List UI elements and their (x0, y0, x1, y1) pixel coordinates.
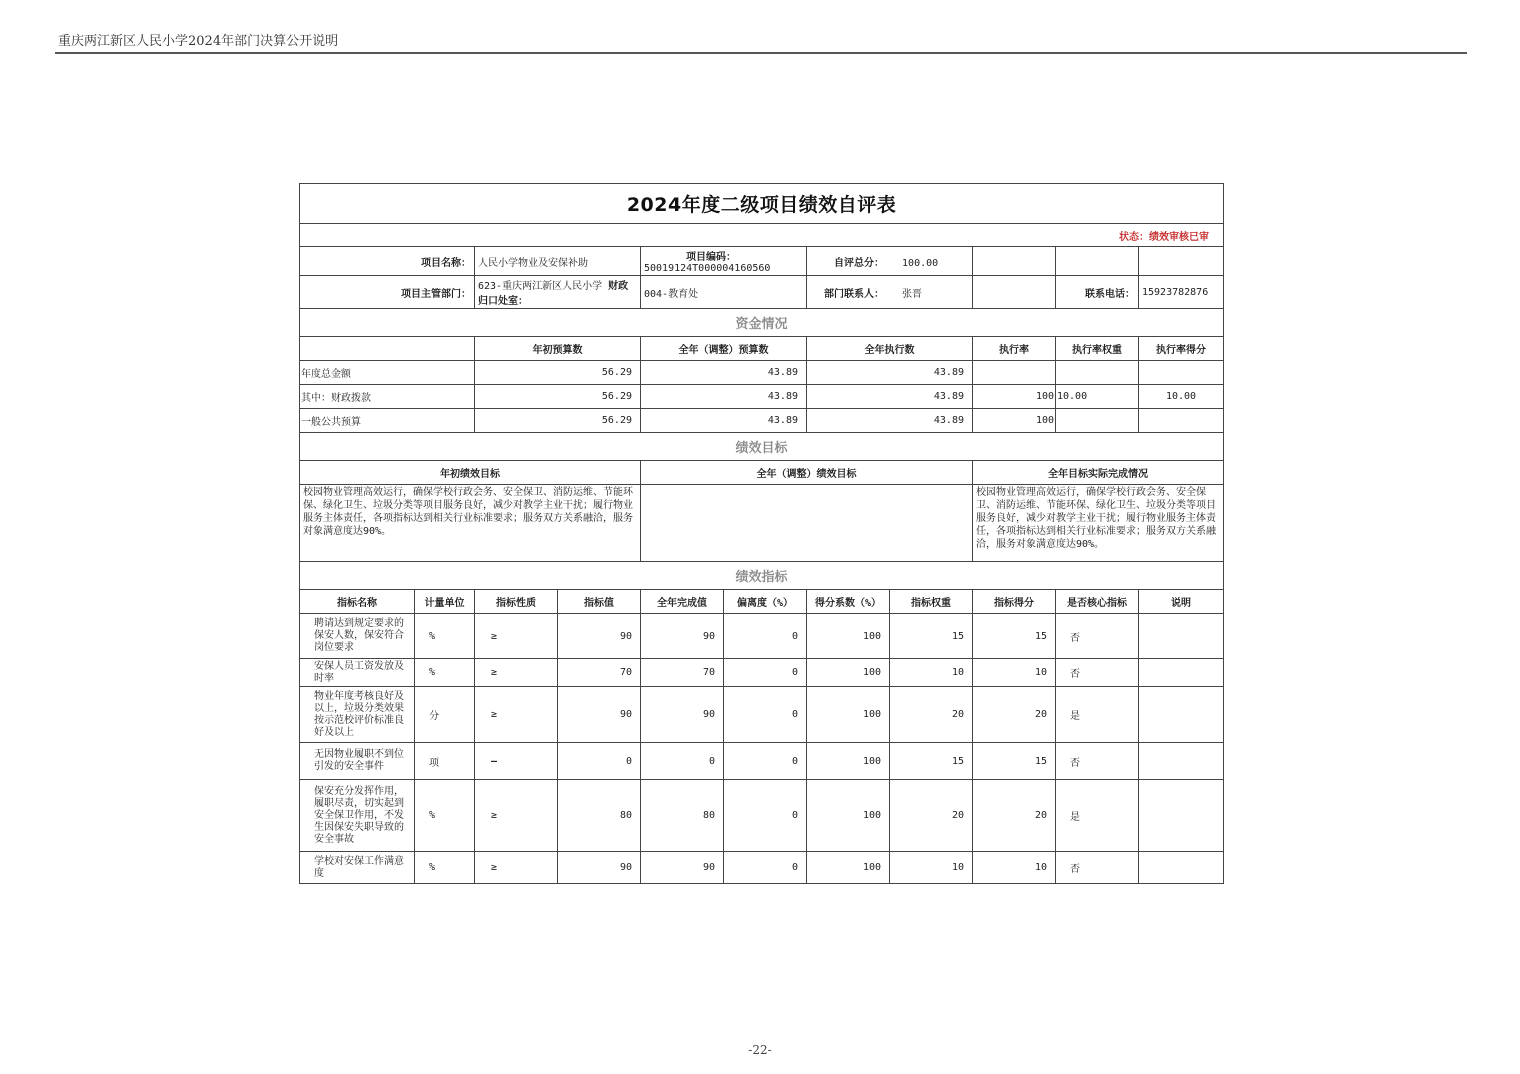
status-text: 状态：绩效审核已审 (300, 224, 1224, 247)
funds-row-label: 其中：财政拨款 (300, 385, 475, 409)
indicator-actual: 70 (641, 659, 724, 687)
funds-executed: 43.89 (807, 385, 973, 409)
indicator-note (1139, 780, 1224, 852)
project-code-label: 项目编码： (686, 252, 736, 263)
page-number: -22- (748, 1043, 772, 1057)
total-score-label: 自评总分： (834, 257, 884, 269)
indicator-core: 是 (1056, 687, 1139, 743)
funds-header-score: 执行率得分 (1139, 337, 1224, 361)
total-score-value (807, 247, 973, 276)
indicator-deviation: 0 (724, 659, 807, 687)
indicator-header: 计量单位 (415, 590, 475, 614)
indicator-note (1139, 743, 1224, 780)
info-empty-cell (1056, 247, 1139, 276)
indicator-core: 否 (1056, 852, 1139, 884)
indicator-nature: — (475, 743, 558, 780)
funds-initial: 56.29 (475, 409, 641, 433)
indicator-header: 指标权重 (890, 590, 973, 614)
indicator-core: 否 (1056, 659, 1139, 687)
dept-name: 623-重庆两江新区人民小学 (478, 281, 603, 292)
contact-label: 部门联系人： (824, 288, 884, 300)
funds-rate: 100 (973, 385, 1056, 409)
funds-executed: 43.89 (807, 409, 973, 433)
indicator-weight: 20 (890, 687, 973, 743)
indicator-nature: ≥ (475, 780, 558, 852)
indicator-weight: 10 (890, 852, 973, 884)
indicator-header: 全年完成值 (641, 590, 724, 614)
contact-name: 张晋 (902, 288, 923, 300)
indicator-core: 是 (1056, 780, 1139, 852)
table-row (300, 852, 1224, 884)
funds-adjusted: 43.89 (641, 385, 807, 409)
indicator-deviation: 0 (724, 687, 807, 743)
indicator-name: 聘请达到规定要求的保安人数，保安符合岗位要求 (300, 614, 415, 659)
finance-label: 财政归口处室： (478, 281, 629, 307)
indicator-name: 学校对安保工作满意度 (300, 852, 415, 884)
indicator-core: 否 (1056, 743, 1139, 780)
project-name-label: 项目名称： (300, 247, 475, 276)
indicator-note (1139, 852, 1224, 884)
table-row (300, 659, 1224, 687)
funds-header-initial: 年初预算数 (475, 337, 641, 361)
indicator-unit: % (415, 852, 475, 884)
funds-weight (1056, 409, 1139, 433)
goals-header-initial: 年初绩效目标 (300, 461, 641, 485)
indicator-name: 安保人员工资发放及时率 (300, 659, 415, 687)
indicator-target: 80 (558, 780, 641, 852)
info-empty-cell (973, 247, 1056, 276)
indicator-score: 15 (973, 743, 1056, 780)
funds-row (300, 385, 1224, 409)
indicator-note (1139, 687, 1224, 743)
indicator-weight: 15 (890, 743, 973, 780)
total-score: 100.00 (902, 257, 939, 269)
funds-rate: 100 (973, 409, 1056, 433)
indicator-score: 20 (973, 687, 1056, 743)
indicator-coef: 100 (807, 743, 890, 780)
funds-weight: 10.00 (1056, 385, 1139, 409)
indicator-header: 得分系数（%） (807, 590, 890, 614)
indicator-target: 90 (558, 852, 641, 884)
funds-section-title: 资金情况 (300, 309, 1224, 337)
indicator-note (1139, 614, 1224, 659)
indicator-score: 15 (973, 614, 1056, 659)
indicator-target: 90 (558, 687, 641, 743)
funds-initial: 56.29 (475, 361, 641, 385)
funds-adjusted: 43.89 (641, 361, 807, 385)
funds-row-label: 年度总金额 (300, 361, 475, 385)
indicator-coef: 100 (807, 659, 890, 687)
project-name-value: 人民小学物业及安保补助 (475, 247, 641, 276)
goals-header-adjusted: 全年（调整）绩效目标 (641, 461, 973, 485)
goals-header-actual: 全年目标实际完成情况 (973, 461, 1224, 485)
indicator-header: 指标性质 (475, 590, 558, 614)
funds-score: 10.00 (1139, 385, 1224, 409)
indicator-header: 是否核心指标 (1056, 590, 1139, 614)
indicator-header: 指标名称 (300, 590, 415, 614)
page-header: 重庆两江新区人民小学2024年部门决算公开说明 (58, 34, 339, 49)
funds-row (300, 409, 1224, 433)
indicator-nature: ≥ (475, 659, 558, 687)
indicator-header: 指标得分 (973, 590, 1056, 614)
table-row (300, 743, 1224, 780)
indicator-actual: 90 (641, 687, 724, 743)
indicator-actual: 0 (641, 743, 724, 780)
indicator-header: 说明 (1139, 590, 1224, 614)
indicator-unit: % (415, 780, 475, 852)
indicator-nature: ≥ (475, 614, 558, 659)
finance-value: 004-教育处 (641, 276, 807, 309)
indicator-score: 10 (973, 659, 1056, 687)
info-empty-cell (1139, 247, 1224, 276)
indicator-name: 无因物业履职不到位引发的安全事件 (300, 743, 415, 780)
indicator-header: 偏离度（%） (724, 590, 807, 614)
table-row (300, 687, 1224, 743)
form-title: 2024年度二级项目绩效自评表 (300, 184, 1224, 224)
project-code-value (641, 247, 807, 276)
indicator-deviation: 0 (724, 743, 807, 780)
contact-cell (807, 276, 973, 309)
funds-adjusted: 43.89 (641, 409, 807, 433)
funds-header-rate: 执行率 (973, 337, 1056, 361)
indicator-core: 否 (1056, 614, 1139, 659)
indicator-deviation: 0 (724, 852, 807, 884)
indicator-deviation: 0 (724, 614, 807, 659)
indicator-weight: 15 (890, 614, 973, 659)
goals-actual-text: 校园物业管理高效运行，确保学校行政会务、安全保卫、消防运维、节能环保、绿化卫生、垃圾分类等项目服务良好，减少对教学主业干扰；履行物业服务主体责任，各项指标达到相关行业标准要求；服务双方关系融洽，服务对象满意度达90%。 (973, 485, 1224, 562)
indicator-deviation: 0 (724, 780, 807, 852)
indicator-actual: 80 (641, 780, 724, 852)
indicator-unit: % (415, 659, 475, 687)
indicator-coef: 100 (807, 780, 890, 852)
performance-self-evaluation-table (299, 183, 1224, 884)
indicator-score: 10 (973, 852, 1056, 884)
indicator-name: 保安充分发挥作用，履职尽责，切实起到安全保卫作用，不发生因保安失职导致的安全事故 (300, 780, 415, 852)
indicator-coef: 100 (807, 852, 890, 884)
indicator-target: 0 (558, 743, 641, 780)
funds-header-weight: 执行率权重 (1056, 337, 1139, 361)
indicator-weight: 20 (890, 780, 973, 852)
goals-section-title: 绩效目标 (300, 433, 1224, 461)
indicator-unit: 分 (415, 687, 475, 743)
indicator-target: 70 (558, 659, 641, 687)
indicator-unit: % (415, 614, 475, 659)
phone-label: 联系电话： (1056, 276, 1139, 309)
funds-score (1139, 409, 1224, 433)
funds-row (300, 361, 1224, 385)
indicators-section-title: 绩效指标 (300, 562, 1224, 590)
indicator-header: 指标值 (558, 590, 641, 614)
funds-weight (1056, 361, 1139, 385)
indicator-target: 90 (558, 614, 641, 659)
indicator-actual: 90 (641, 852, 724, 884)
funds-initial: 56.29 (475, 385, 641, 409)
indicator-coef: 100 (807, 614, 890, 659)
funds-executed: 43.89 (807, 361, 973, 385)
funds-header-executed: 全年执行数 (807, 337, 973, 361)
dept-value (475, 276, 641, 309)
indicator-nature: ≥ (475, 852, 558, 884)
funds-header-adjusted: 全年（调整）预算数 (641, 337, 807, 361)
indicator-coef: 100 (807, 687, 890, 743)
indicator-unit: 项 (415, 743, 475, 780)
header-divider (55, 52, 1467, 54)
funds-row-label: 一般公共预算 (300, 409, 475, 433)
indicator-actual: 90 (641, 614, 724, 659)
indicator-score: 20 (973, 780, 1056, 852)
goals-adjusted-text (641, 485, 973, 562)
info-empty-cell (973, 276, 1056, 309)
table-row (300, 614, 1224, 659)
goals-initial-text: 校园物业管理高效运行，确保学校行政会务、安全保卫、消防运维、节能环保、绿化卫生、垃圾分类等项目服务良好，减少对教学主业干扰；履行物业服务主体责任，各项指标达到相关行业标准要求；服务双方关系融洽，服务对象满意度达90%。 (300, 485, 641, 562)
table-row (300, 780, 1224, 852)
dept-label: 项目主管部门： (300, 276, 475, 309)
indicator-weight: 10 (890, 659, 973, 687)
indicator-note (1139, 659, 1224, 687)
phone-value: 15923782876 (1139, 276, 1224, 309)
indicator-nature: ≥ (475, 687, 558, 743)
funds-header-empty (300, 337, 475, 361)
project-code: 50019124T000004160560 (644, 263, 771, 274)
indicator-name: 物业年度考核良好及以上，垃圾分类效果按示范校评价标准良好及以上 (300, 687, 415, 743)
funds-rate (973, 361, 1056, 385)
funds-score (1139, 361, 1224, 385)
